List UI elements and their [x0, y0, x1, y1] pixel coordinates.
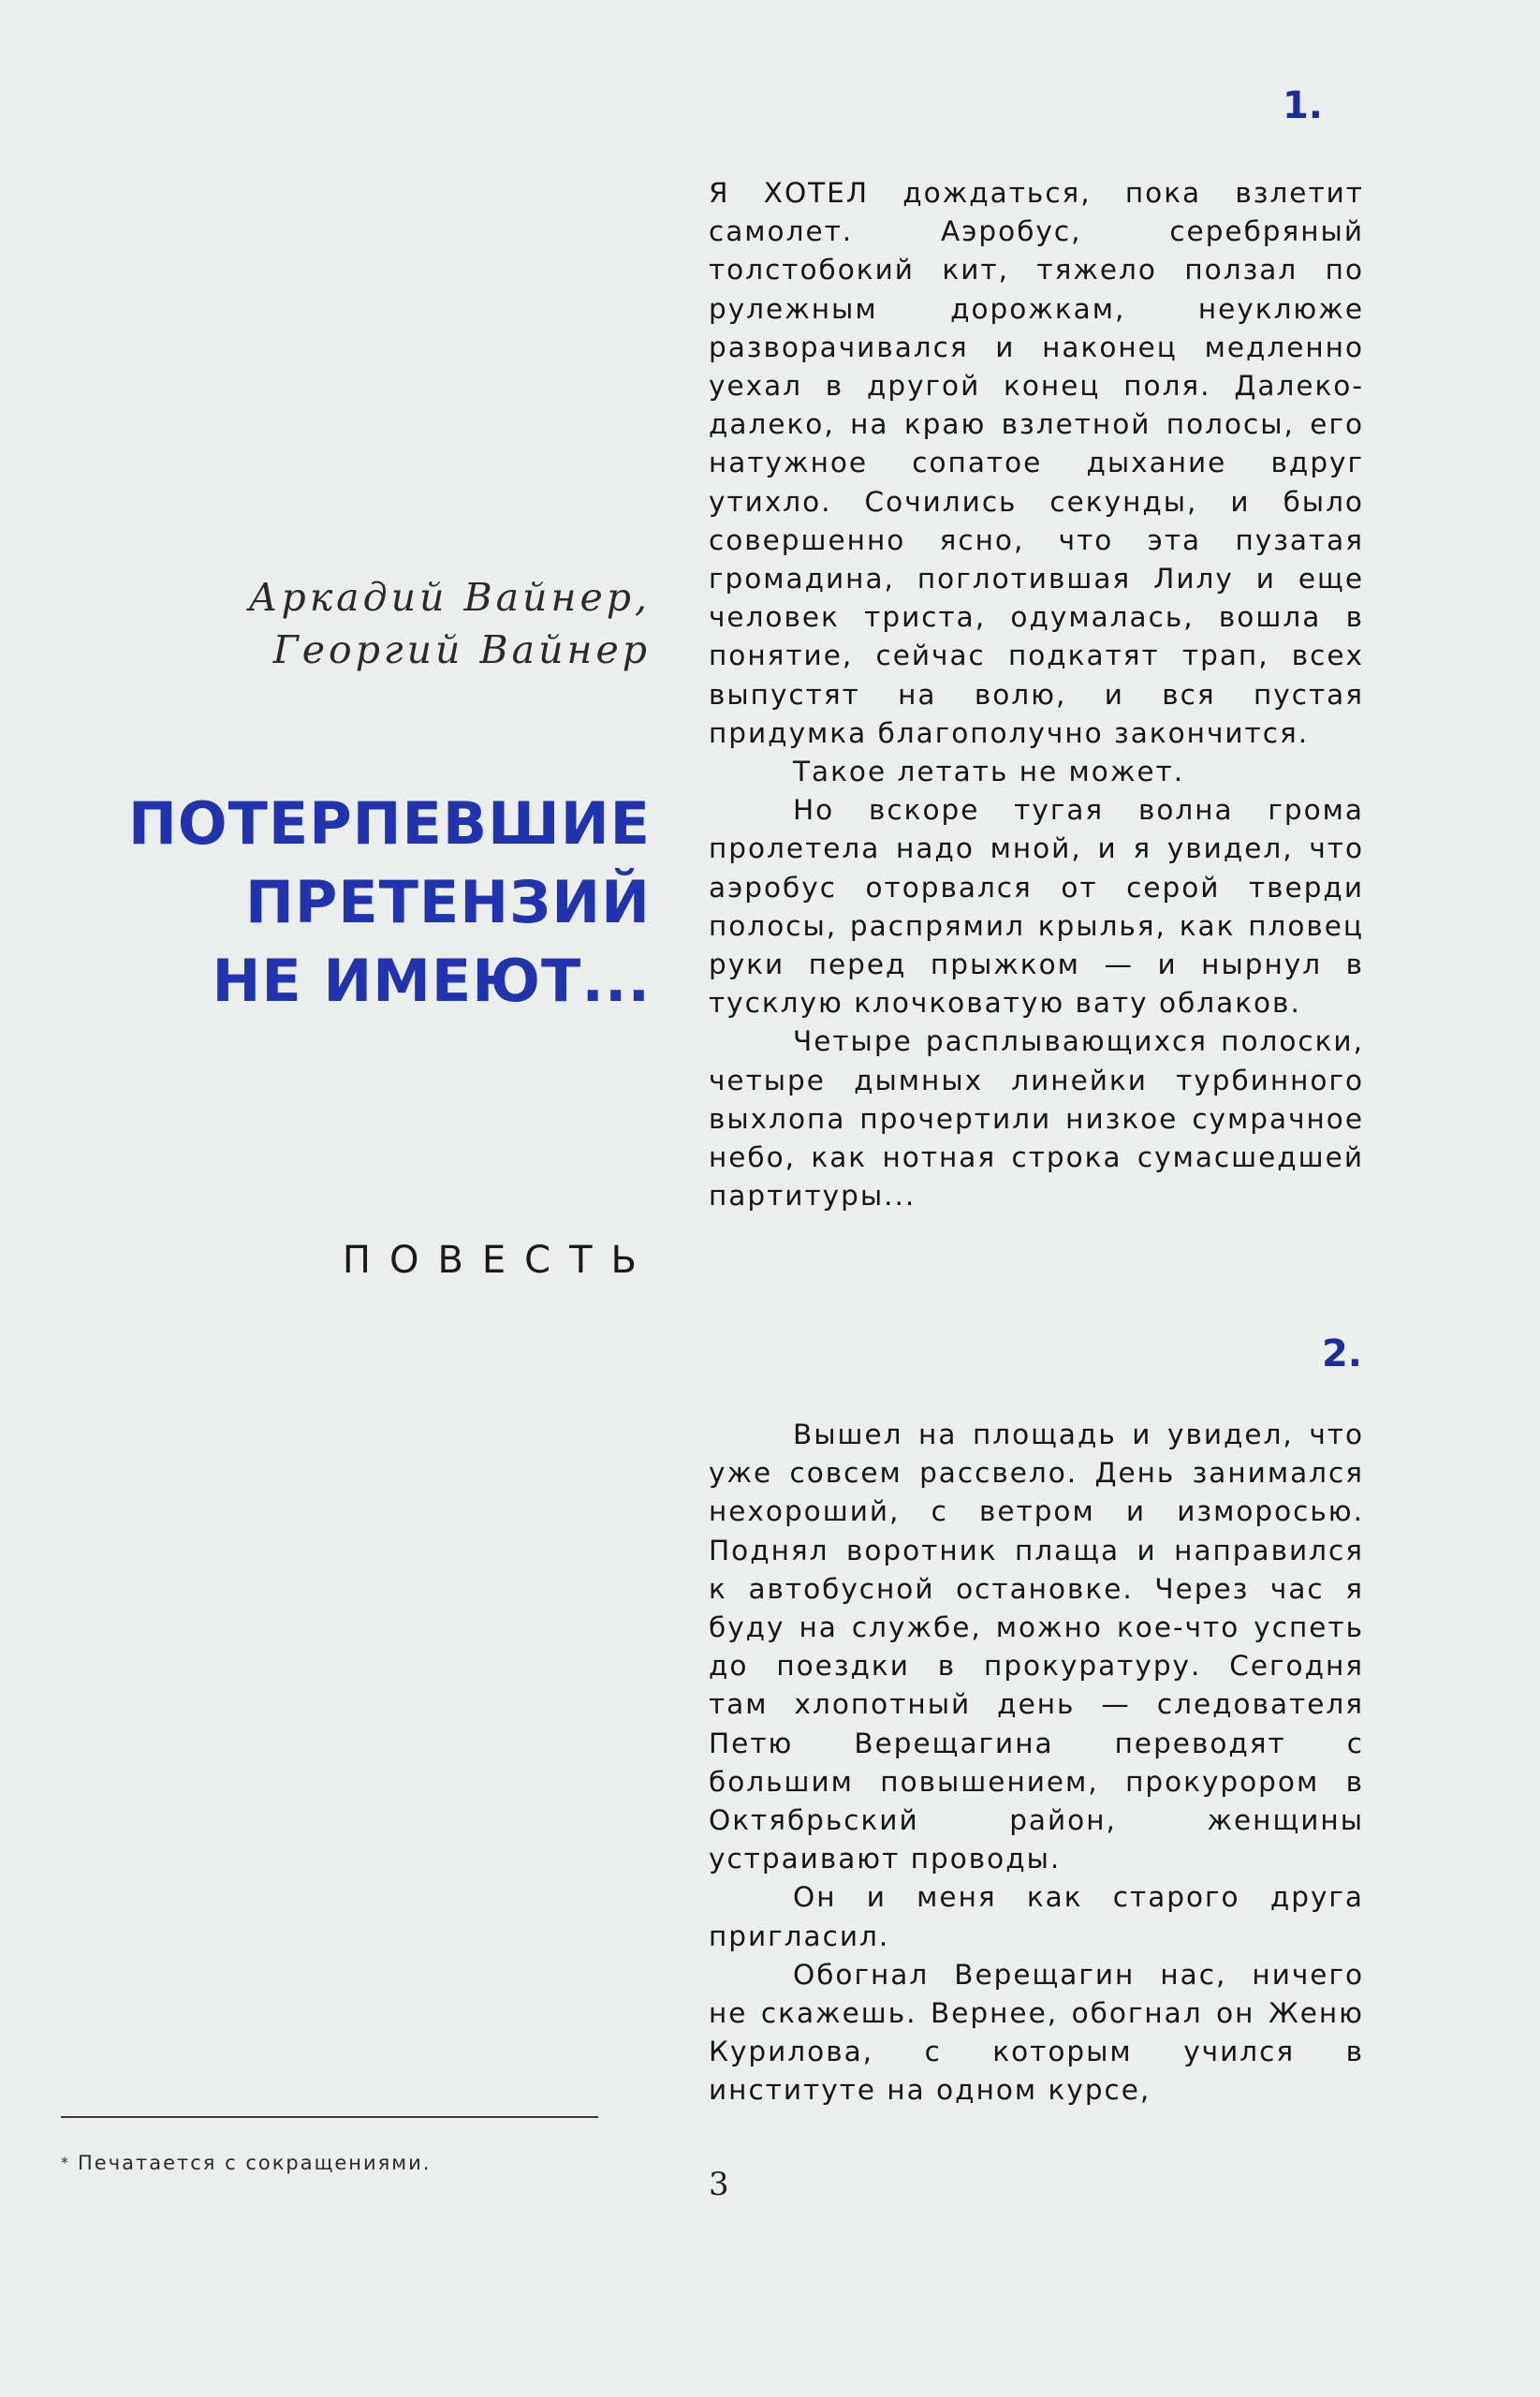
- paragraph: Но вскоре тугая волна грома пролетела надо мной, и я увидел, что аэробус оторвался от серой тверди полосы, распрямил крылья, как пловец руки перед прыжком — и нырнул в тусклую клочковатую вату облаков.: [709, 794, 1364, 1020]
- genre-label: ПОВЕСТЬ: [342, 1239, 655, 1282]
- title-line: НЕ ИМЕЮТ...: [212, 947, 651, 1015]
- paragraph: Четыре расплывающихся полоски, четыре дымных линейки турбинного выхлопа прочертили низкое сумрачное небо, как нотная строка сумасшедшей партитуры...: [709, 1025, 1364, 1213]
- title-line: ПРЕТЕНЗИЙ: [244, 868, 651, 936]
- paragraph: Такое летать не может.: [793, 756, 1185, 788]
- story-title: [70, 785, 651, 1021]
- page-number: 3: [709, 2166, 729, 2203]
- footnote-divider: [61, 2116, 598, 2118]
- footnote: [61, 2149, 623, 2177]
- footnote-mark: *: [61, 2154, 70, 2171]
- section-number-2: 2.: [1321, 1332, 1362, 1375]
- paragraph: Я ХОТЕЛ дождаться, пока взлетит самолет. Аэробус, серебряный толстобокий кит, тяжело ползал по рулежным дорожкам, неуклюже разворачивался и наконец медленно уехал в другой конец поля. Далеко-далеко, на краю взлетной полосы, его натужное сопатое дыхание вдруг утихло. Сочились секунды, и было совершенно ясно, что эта пузатая громадина, поглотившая Лилу и еще человек триста, одумалась, вошла в понятие, сейчас подкатят трап, всех выпустят на волю, и вся пустая придумка благополучно закончится.: [709, 177, 1364, 749]
- authors-block: [164, 571, 651, 676]
- section-1-text: [709, 174, 1364, 1215]
- author-arkady: Аркадий Вайнер,: [248, 575, 651, 620]
- paragraph: Он и меня как старого друга пригласил.: [709, 1881, 1364, 1952]
- section-number-1: 1.: [1282, 84, 1323, 127]
- footnote-text: Печатается с сокращениями.: [78, 2152, 432, 2174]
- section-2-text: [709, 1416, 1364, 2110]
- title-line: ПОТЕРПЕВШИЕ: [127, 789, 651, 858]
- paragraph: Вышел на площадь и увидел, что уже совсем рассвело. День занимался нехороший, с ветром и изморосью. Поднял воротник плаща и направился к автобусной остановке. Через час я буду на службе, можно кое-что успеть до поездки в прокуратуру. Сегодня там хлопотный день — следователя Петю Верещагина переводят с большим повышением, прокурором в Октябрьский район, женщины устраивают проводы.: [709, 1419, 1364, 1875]
- paragraph: Обогнал Верещагин нас, ничего не скажешь. Вернее, обогнал он Женю Курилова, с которым учился в институте на одном курсе,: [709, 1958, 1364, 2107]
- author-georgy: Георгий Вайнер: [272, 627, 651, 672]
